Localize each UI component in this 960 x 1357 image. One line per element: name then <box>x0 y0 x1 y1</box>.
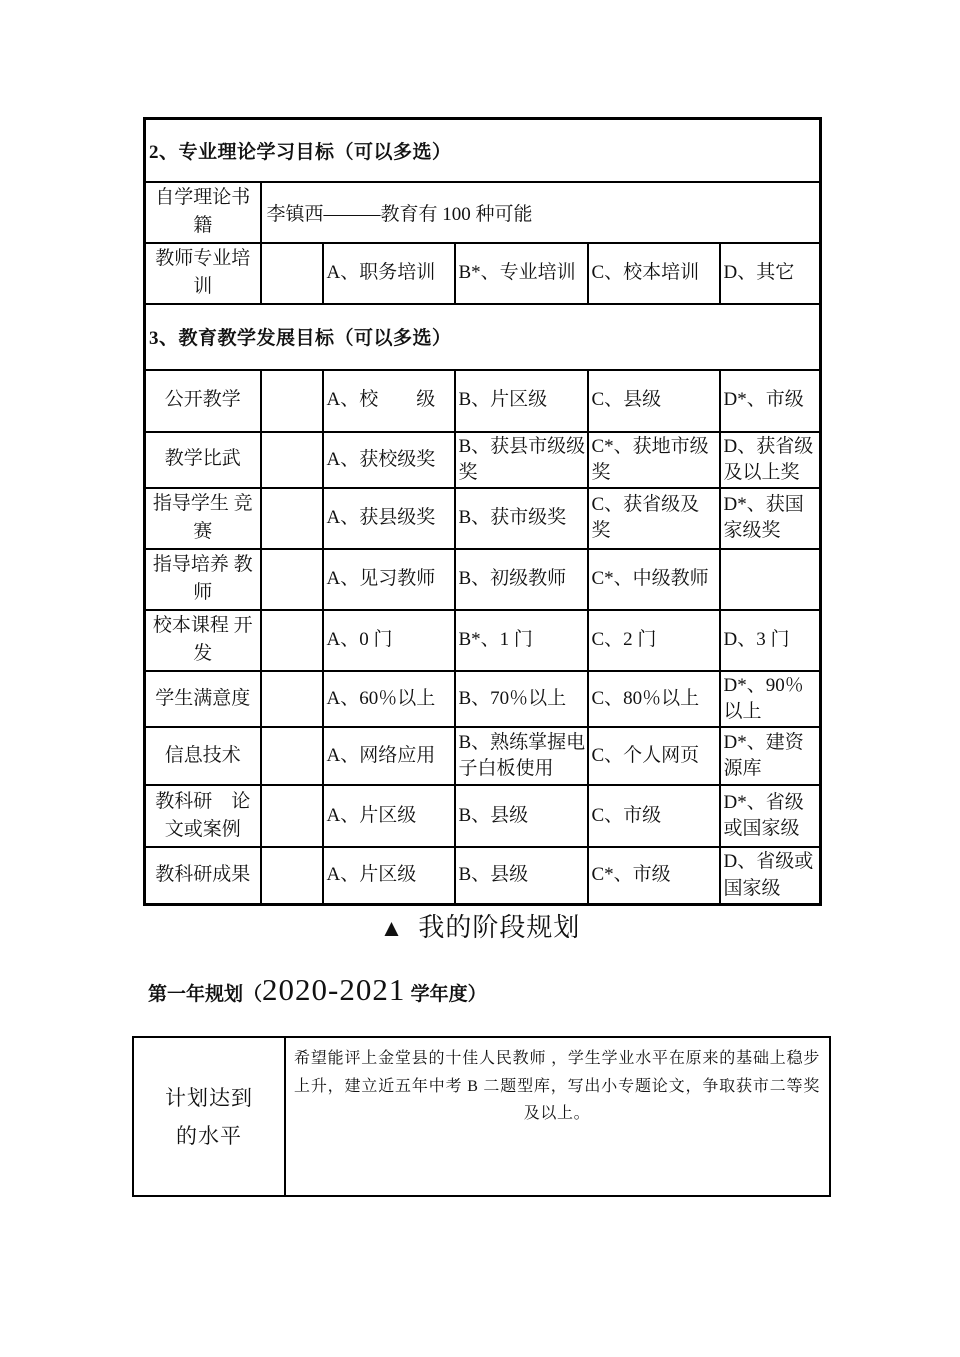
option-b: B、县级 <box>455 785 588 847</box>
answer-cell <box>261 610 323 671</box>
option-b: B、初级教师 <box>455 549 588 610</box>
table-row <box>145 432 821 488</box>
row-label: 教学比武 <box>145 432 261 488</box>
plan-label-line1: 计划达到 <box>165 1085 253 1110</box>
row-label: 学生满意度 <box>145 671 261 727</box>
table-row <box>145 671 821 727</box>
option-b: B、熟练掌握电子白板使用 <box>455 727 588 785</box>
option-a: A、校 级 <box>323 370 455 432</box>
option-d: D*、市级 <box>720 370 821 432</box>
option-d <box>720 549 821 610</box>
option-d: D、3 门 <box>720 610 821 671</box>
row-label: 校本课程 开发 <box>145 610 261 671</box>
plan-target-label <box>133 1037 285 1196</box>
self-study-row <box>145 182 821 243</box>
section3-header-row <box>145 304 821 370</box>
answer-cell <box>261 671 323 727</box>
self-study-value: 李镇西———教育有 100 种可能 <box>261 182 821 243</box>
plan-target-content: 希望能评上金堂县的十佳人民教师 ，学生学业水平在原来的基础上稳步上升，建立近五年中考 B 二题型库，写出小专题论文，争取获市二等奖及以上。 <box>285 1037 830 1196</box>
table-row <box>145 847 821 904</box>
option-d: D*、建资源库 <box>720 727 821 785</box>
answer-cell <box>261 488 323 549</box>
answer-cell <box>261 432 323 488</box>
section3-title: 3、教育教学发展目标（可以多选） <box>145 304 821 370</box>
table-row <box>145 727 821 785</box>
table-row <box>145 370 821 432</box>
option-a: A、60％以上 <box>323 671 455 727</box>
year-heading-prefix: 第一年规划（ <box>148 984 263 1005</box>
professional-goals-table <box>143 117 822 906</box>
option-a: A、网络应用 <box>323 727 455 785</box>
option-c: C、80％以上 <box>588 671 720 727</box>
option-b: B*、1 门 <box>455 610 588 671</box>
stage-plan-heading <box>0 906 960 951</box>
year-heading-suffix: 学年度） <box>405 984 487 1005</box>
option-b: B、70％以上 <box>455 671 588 727</box>
row-label: 指导学生 竞赛 <box>145 488 261 549</box>
answer-cell <box>261 847 323 904</box>
table-row <box>145 549 821 610</box>
option-d: D*、获国家级奖 <box>720 488 821 549</box>
option-b: B、片区级 <box>455 370 588 432</box>
section2-title: 2、专业理论学习目标（可以多选） <box>145 119 821 182</box>
option-d: D、获省级及以上奖 <box>720 432 821 488</box>
option-a: A、获县级奖 <box>323 488 455 549</box>
option-b: B、县级 <box>455 847 588 904</box>
year-plan-table <box>132 1036 831 1197</box>
option-d: D、省级或国家级 <box>720 847 821 904</box>
option-a: A、0 门 <box>323 610 455 671</box>
option-d: D*、90％以上 <box>720 671 821 727</box>
first-year-plan-heading <box>148 972 808 1008</box>
row-label: 公开教学 <box>145 370 261 432</box>
answer-cell <box>261 785 323 847</box>
option-d: D、其它 <box>720 243 821 304</box>
answer-cell <box>261 549 323 610</box>
triangle-marker-icon: ▲ <box>379 916 405 942</box>
row-label: 自学理论书籍 <box>145 182 261 243</box>
table-row <box>145 488 821 549</box>
answer-cell <box>261 243 323 304</box>
table-row <box>145 610 821 671</box>
section2-header-row <box>145 119 821 182</box>
stage-plan-heading-text: 我的阶段规划 <box>418 913 581 942</box>
option-a: A、获校级奖 <box>323 432 455 488</box>
option-b: B、获县市级级奖 <box>455 432 588 488</box>
option-a: A、见习教师 <box>323 549 455 610</box>
row-label: 教师专业培训 <box>145 243 261 304</box>
option-c: C、2 门 <box>588 610 720 671</box>
option-a: A、职务培训 <box>323 243 455 304</box>
option-d: D*、省级或国家级 <box>720 785 821 847</box>
option-c: C、市级 <box>588 785 720 847</box>
option-c: C、校本培训 <box>588 243 720 304</box>
plan-row <box>133 1037 830 1196</box>
answer-cell <box>261 727 323 785</box>
option-c: C*、市级 <box>588 847 720 904</box>
option-a: A、片区级 <box>323 785 455 847</box>
row-label: 指导培养 教师 <box>145 549 261 610</box>
year-heading-years: 2020-2021 <box>262 972 406 1007</box>
table-row <box>145 785 821 847</box>
option-b: B、获市级奖 <box>455 488 588 549</box>
option-c: C*、获地市级奖 <box>588 432 720 488</box>
option-c: C、获省级及奖 <box>588 488 720 549</box>
row-label: 教科研 论文或案例 <box>145 785 261 847</box>
teacher-training-row <box>145 243 821 304</box>
row-label: 信息技术 <box>145 727 261 785</box>
option-c: C*、中级教师 <box>588 549 720 610</box>
option-b: B*、专业培训 <box>455 243 588 304</box>
option-a: A、片区级 <box>323 847 455 904</box>
option-c: C、个人网页 <box>588 727 720 785</box>
option-c: C、县级 <box>588 370 720 432</box>
plan-label-line2: 的水平 <box>176 1123 242 1148</box>
answer-cell <box>261 370 323 432</box>
row-label: 教科研成果 <box>145 847 261 904</box>
